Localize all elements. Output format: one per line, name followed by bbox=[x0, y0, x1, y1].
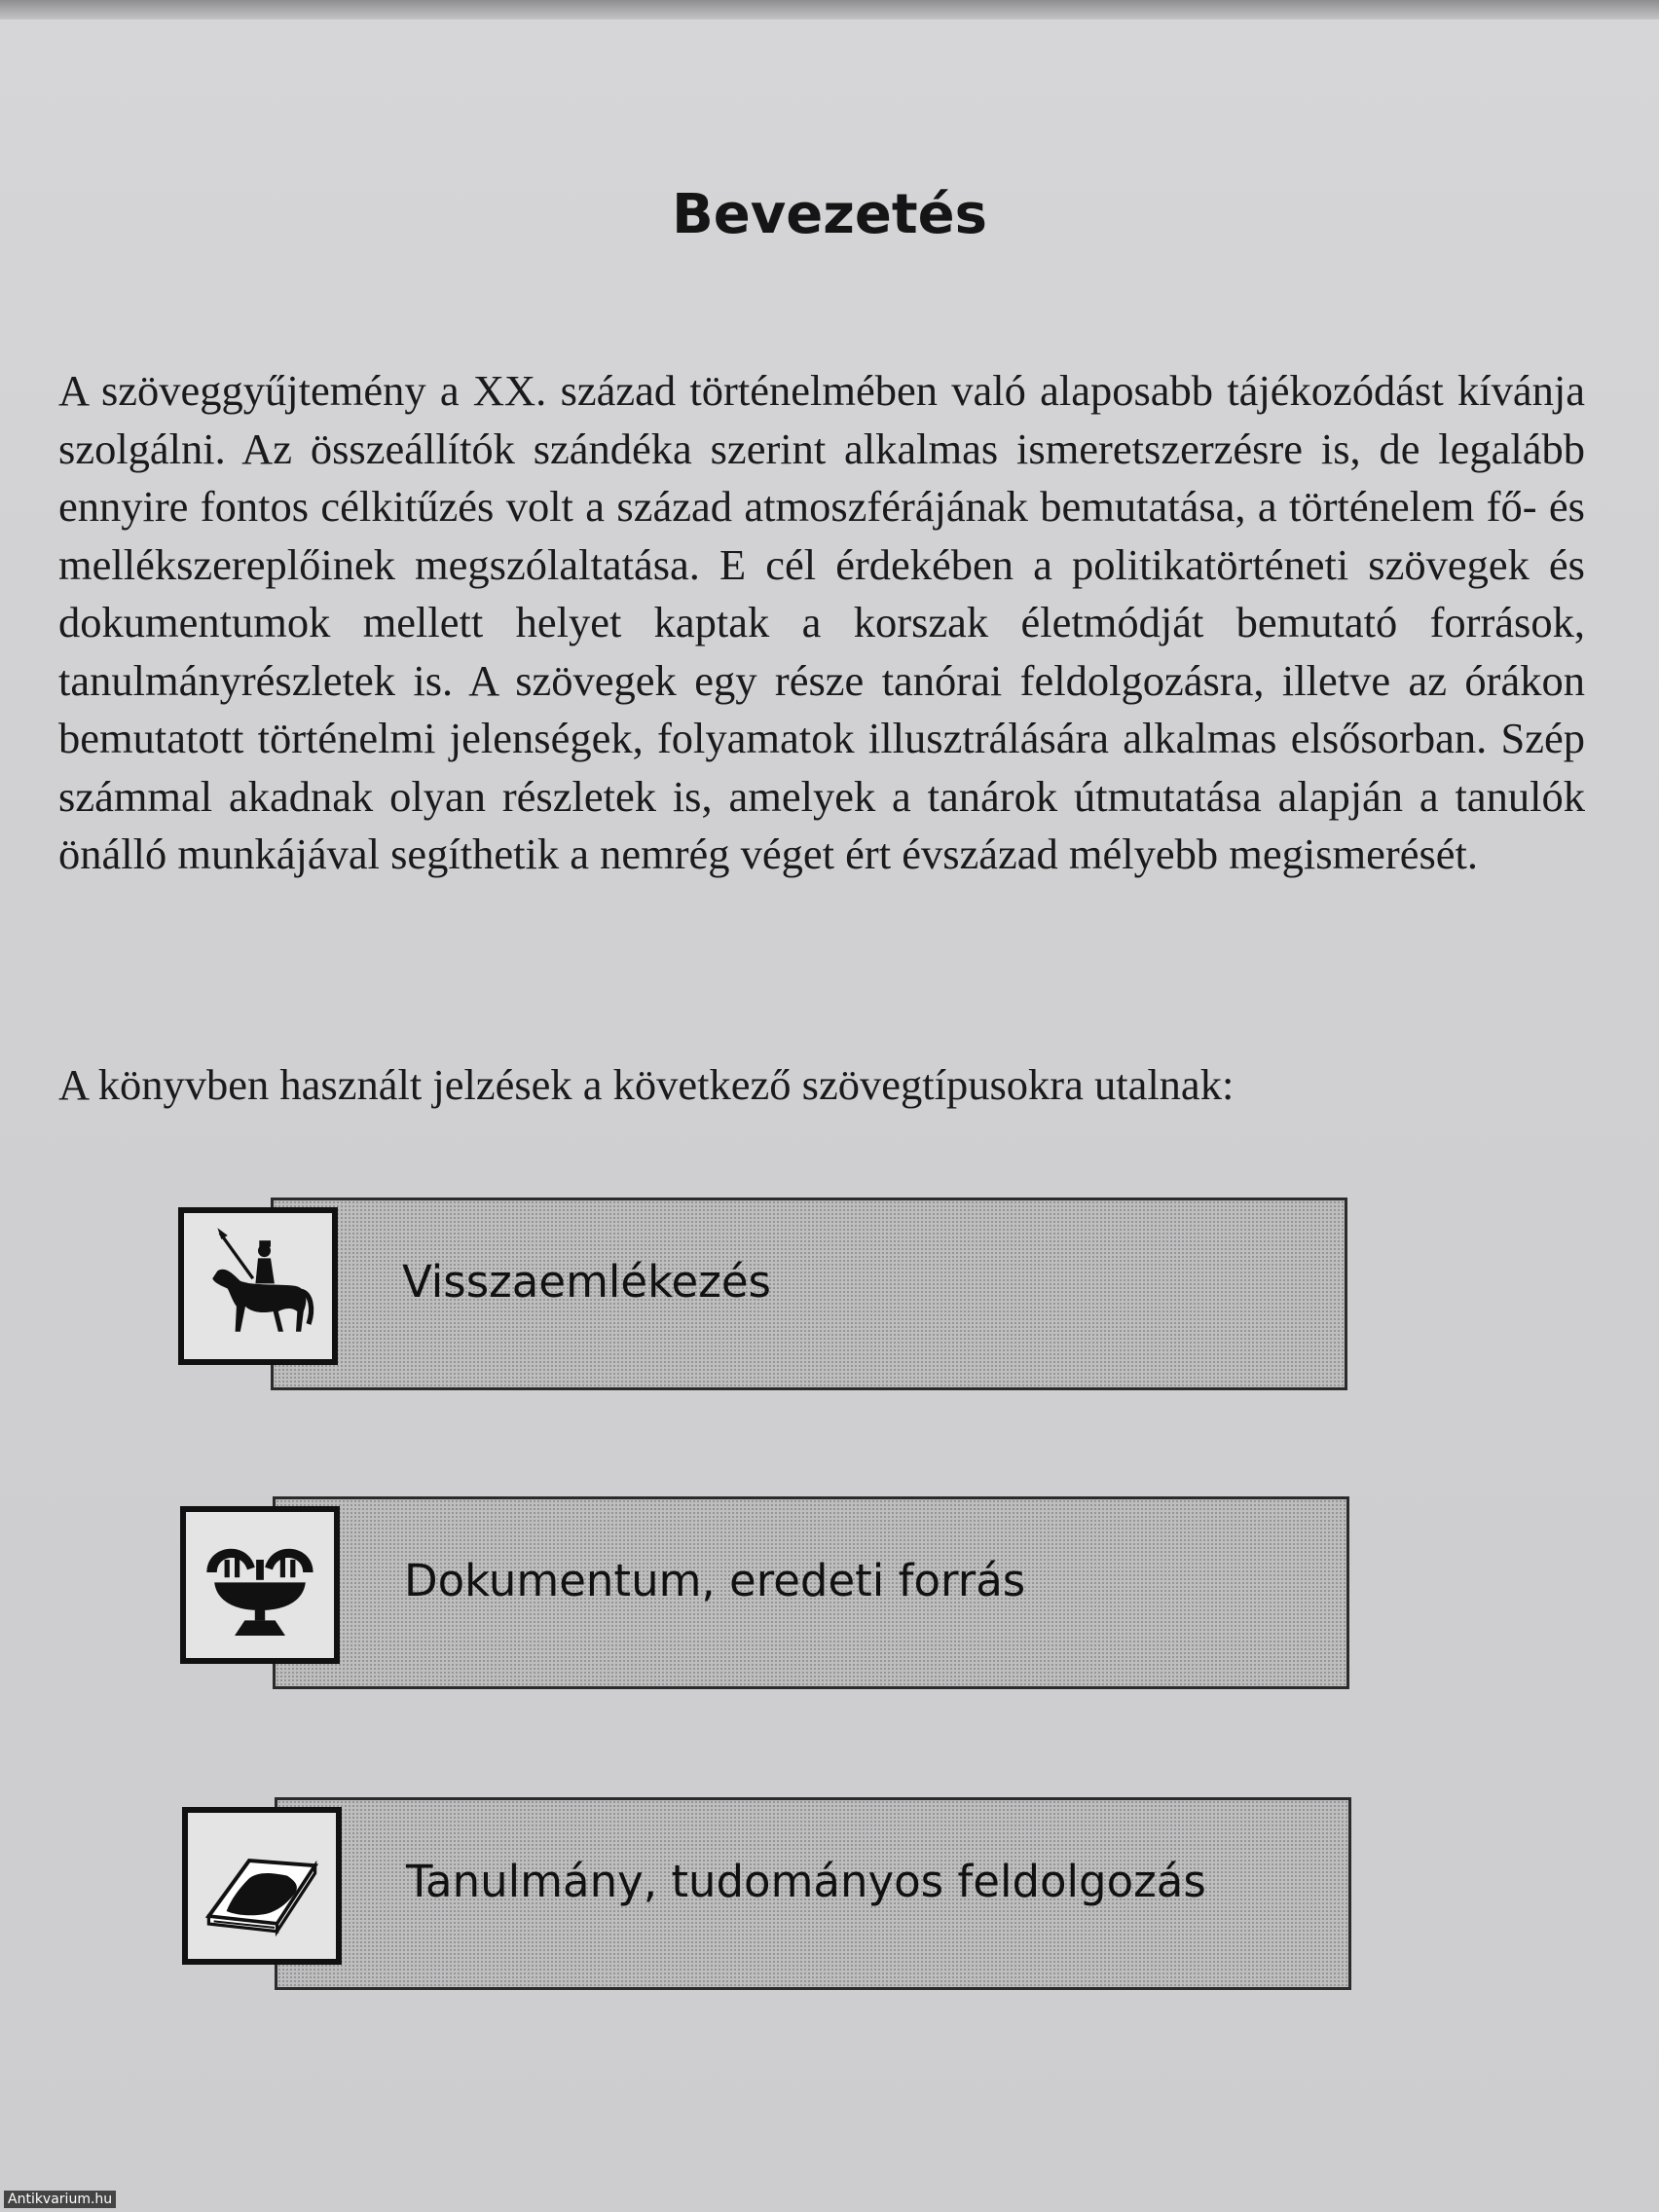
page-edge bbox=[0, 0, 1659, 19]
intro-paragraph: A szöveggyűjtemény a XX. század történelmében való alaposabb tájékozódást kívánja szolgálni. Az összeállítók szándéka szerint alkalmas ismeretszerzésre is, de legalább ennyire fontos célkitűzés volt a század atmoszférájának bemutatása, a történelem fő- és mellékszereplőinek megszólaltatása. E cél érdekében a politikatörténeti szövegek és dokumentumok mellett helyet kaptak a korszak életmódját bemutató források, tanulmányrészletek is. A szövegek egy része tanórai feldolgozásra, illetve az órákon bemutatott történelmi jelenségek, folyamatok illusztrálására alkalmas elsősorban. Szép számmal akadnak olyan részletek is, amelyek a tanárok útmutatása alapján a tanulók önálló munkájával segíthetik a nemrég véget ért évszázad mélyebb megismerését. bbox=[58, 366, 1585, 878]
legend-label: Tanulmány, tudományos feldolgozás bbox=[406, 1856, 1206, 1907]
horseman-icon bbox=[178, 1207, 338, 1365]
legend-label: Visszaemlékezés bbox=[402, 1256, 771, 1308]
book-icon bbox=[182, 1807, 342, 1965]
page-title: Bevezetés bbox=[672, 182, 987, 246]
fountain-icon bbox=[180, 1506, 340, 1664]
watermark: Antikvarium.hu bbox=[4, 2191, 116, 2208]
legend-item-recollection bbox=[178, 1198, 1346, 1392]
legend-item-document bbox=[180, 1496, 1348, 1691]
legend-intro: A könyvben használt jelzések a következő szövegtípusokra utalnak: bbox=[58, 1060, 1235, 1109]
legend-item-study bbox=[182, 1797, 1350, 1992]
legend-label: Dokumentum, eredeti forrás bbox=[404, 1555, 1026, 1606]
